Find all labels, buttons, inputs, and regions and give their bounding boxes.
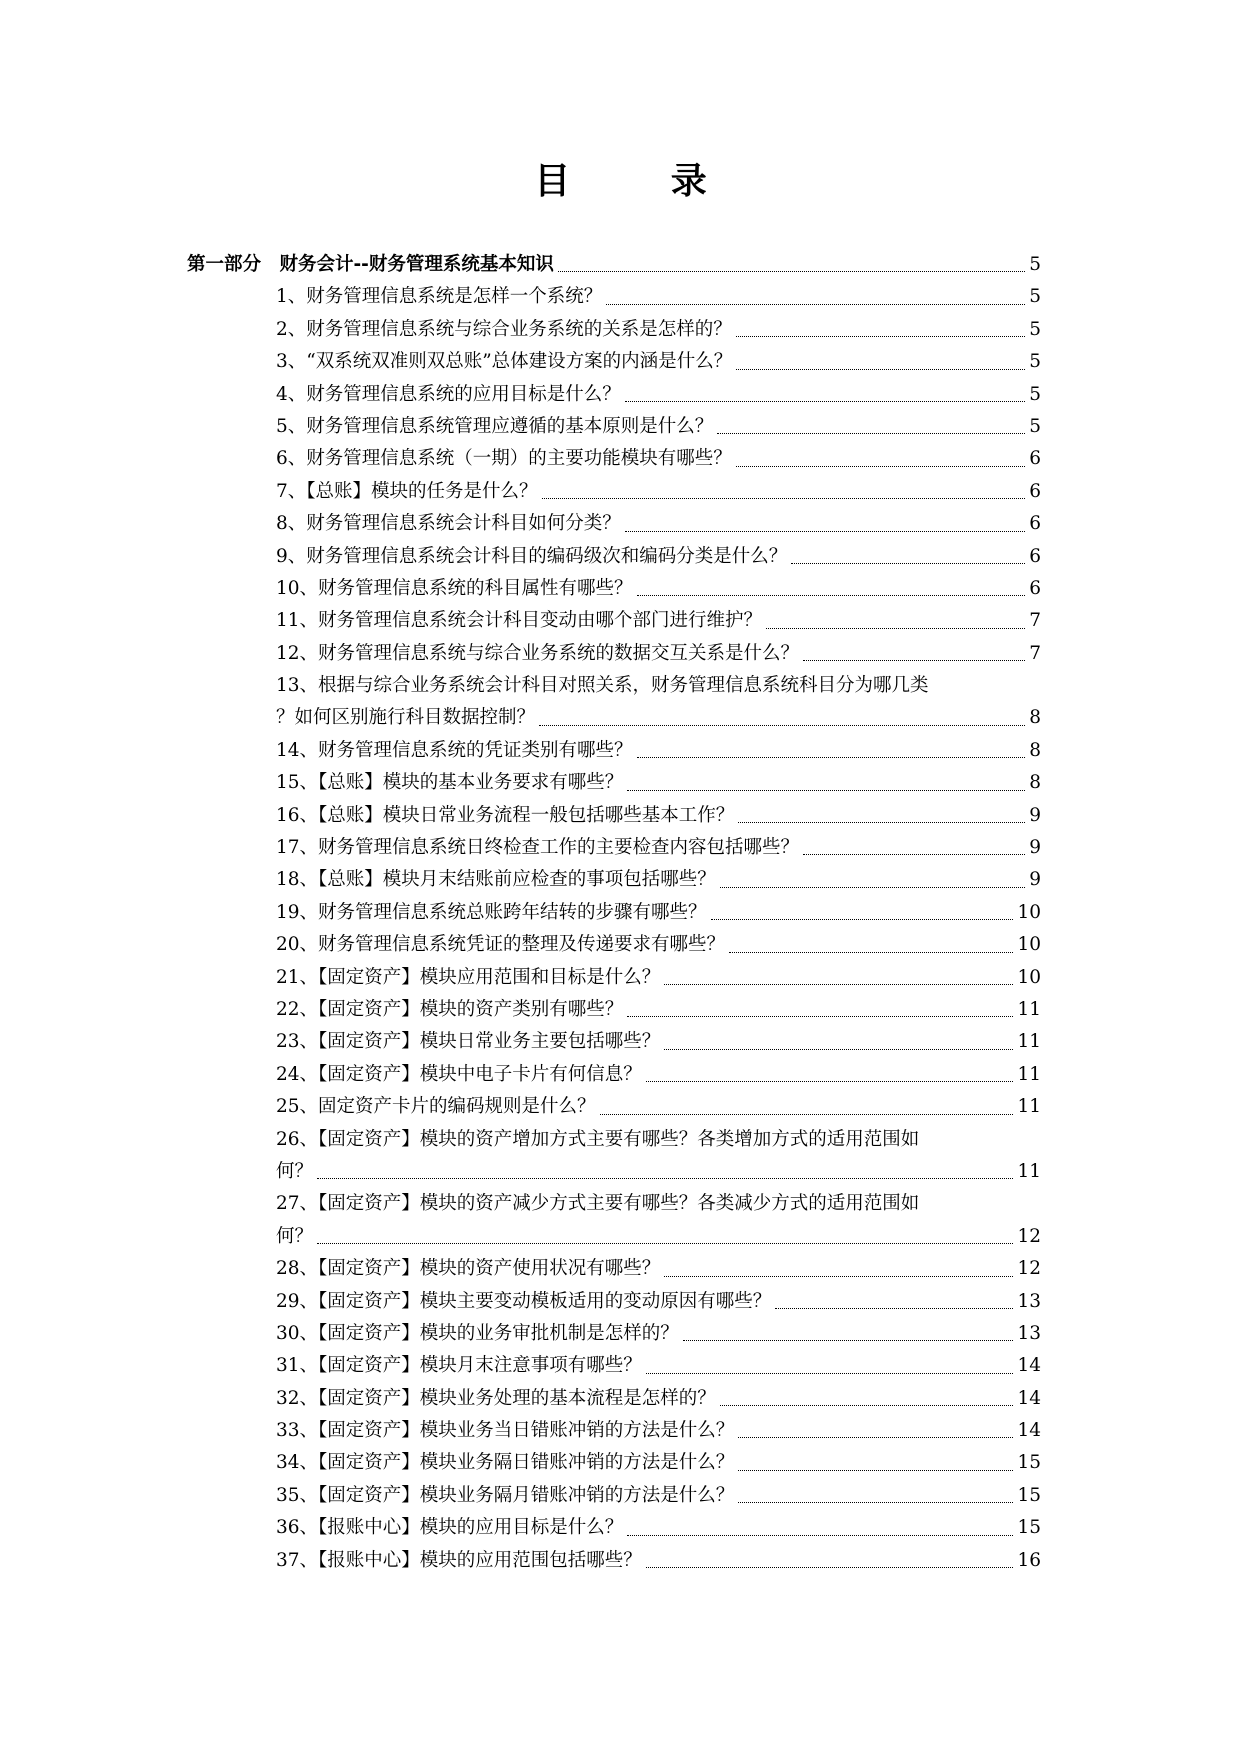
- toc-page-number: 9: [1029, 804, 1041, 826]
- toc-part-text: 第一部分 财务会计--财务管理系统基本知识: [187, 254, 554, 275]
- toc-entry-text: 7、【总账】模块的任务是什么？: [276, 480, 538, 502]
- dot-leader: [736, 369, 1025, 370]
- dot-leader: [738, 1437, 1013, 1438]
- toc-entry-text: 14、财务管理信息系统的凭证类别有哪些？: [276, 739, 633, 761]
- toc-entry-text: 35、【固定资产】模块业务隔月错账冲销的方法是什么？: [276, 1484, 735, 1506]
- toc-entry-first-line[interactable]: [0, 1124, 1241, 1156]
- dot-leader: [736, 336, 1025, 337]
- toc-entry[interactable]: [0, 767, 1241, 799]
- toc-entry-text: 24、【固定资产】模块中电子卡片有何信息？: [276, 1063, 642, 1085]
- dot-leader: [717, 433, 1025, 434]
- toc-entry[interactable]: [0, 1447, 1241, 1479]
- toc-entry-text: 28、【固定资产】模块的资产使用状况有哪些？: [276, 1258, 661, 1280]
- toc-entry-text: 8、财务管理信息系统会计科目如何分类？: [276, 513, 621, 535]
- toc-page-number: 16: [1017, 1549, 1041, 1571]
- dot-leader: [720, 1405, 1014, 1406]
- toc-entry[interactable]: [0, 929, 1241, 961]
- toc-entry[interactable]: [0, 1286, 1241, 1318]
- dot-leader: [683, 1340, 1014, 1341]
- toc-page-number: 6: [1029, 513, 1041, 535]
- dot-leader: [606, 304, 1025, 305]
- dot-leader: [803, 660, 1025, 661]
- toc-entry-text: 13、根据与综合业务系统会计科目对照关系，财务管理信息系统科目分为哪几类: [276, 675, 929, 697]
- toc-page-number: 5: [1029, 318, 1041, 340]
- toc-page-number: 13: [1017, 1290, 1041, 1312]
- toc-entry[interactable]: [0, 1545, 1241, 1577]
- toc-page-number: 5: [1029, 383, 1041, 405]
- toc-page-number: 11: [1017, 1063, 1041, 1085]
- dot-leader: [317, 1243, 1013, 1244]
- toc-entry-text: 12、财务管理信息系统与综合业务系统的数据交互关系是什么？: [276, 642, 800, 664]
- toc-page-number: 10: [1017, 934, 1041, 956]
- toc-entry[interactable]: [0, 314, 1241, 346]
- dot-leader: [729, 952, 1013, 953]
- toc-entry-text: 3、“双系统双准则双总账”总体建设方案的内涵是什么？: [276, 351, 733, 373]
- toc-page-number: 8: [1029, 739, 1041, 761]
- dot-leader: [625, 531, 1025, 532]
- dot-leader: [738, 1470, 1013, 1471]
- toc-page-number: 13: [1017, 1322, 1041, 1344]
- toc-page-number: 14: [1017, 1387, 1041, 1409]
- toc-entry[interactable]: [0, 897, 1241, 929]
- toc-entry-text: 30、【固定资产】模块的业务审批机制是怎样的？: [276, 1322, 679, 1344]
- toc-entry-text: 20、财务管理信息系统凭证的整理及传递要求有哪些？: [276, 934, 726, 956]
- toc-entry[interactable]: [0, 702, 1241, 734]
- toc-entry-text: 23、【固定资产】模块日常业务主要包括哪些？: [276, 1031, 661, 1053]
- toc-entry[interactable]: [0, 605, 1241, 637]
- toc-entry-text: 10、财务管理信息系统的科目属性有哪些？: [276, 577, 633, 599]
- dot-leader: [646, 1081, 1014, 1082]
- toc-entry[interactable]: [0, 832, 1241, 864]
- toc-entry-text: 4、财务管理信息系统的应用目标是什么？: [276, 383, 621, 405]
- toc-entry-text: 27、【固定资产】模块的资产减少方式主要有哪些？各类减少方式的适用范围如: [276, 1193, 920, 1215]
- toc-entry[interactable]: [0, 1221, 1241, 1253]
- toc-page-number: 11: [1017, 1031, 1041, 1053]
- dot-leader: [627, 790, 1025, 791]
- toc-page-number: 8: [1029, 707, 1041, 729]
- toc-entry-text: 37、【报账中心】模块的应用范围包括哪些？: [276, 1549, 642, 1571]
- dot-leader: [627, 1535, 1013, 1536]
- toc-entry-text: 18、【总账】模块月末结账前应检查的事项包括哪些？: [276, 869, 716, 891]
- dot-leader: [664, 984, 1013, 985]
- toc-entry-text: 9、财务管理信息系统会计科目的编码级次和编码分类是什么？: [276, 545, 788, 567]
- toc-part-entry[interactable]: [0, 249, 1241, 281]
- toc-page-number: 6: [1029, 577, 1041, 599]
- toc-page-number: 15: [1017, 1452, 1041, 1474]
- toc-page-number: 10: [1017, 901, 1041, 923]
- toc-entry[interactable]: [0, 411, 1241, 443]
- toc-page-number: 14: [1017, 1355, 1041, 1377]
- toc-page-number: 12: [1017, 1225, 1041, 1247]
- dot-leader: [600, 1114, 1014, 1115]
- dot-leader: [803, 854, 1025, 855]
- toc-entry[interactable]: [0, 735, 1241, 767]
- dot-leader: [736, 466, 1025, 467]
- toc-entry-text: 31、【固定资产】模块月末注意事项有哪些？: [276, 1355, 642, 1377]
- toc-entry[interactable]: [0, 638, 1241, 670]
- dot-leader: [766, 628, 1025, 629]
- dot-leader: [664, 1049, 1013, 1050]
- toc-entry[interactable]: [0, 1318, 1241, 1350]
- toc-page-number: 9: [1029, 837, 1041, 859]
- toc-page-number: 15: [1017, 1484, 1041, 1506]
- toc-entry[interactable]: [0, 800, 1241, 832]
- toc-entry[interactable]: [0, 962, 1241, 994]
- toc-entry-text: 21、【固定资产】模块应用范围和目标是什么？: [276, 966, 661, 988]
- dot-leader: [711, 919, 1014, 920]
- toc-page-number: 6: [1029, 480, 1041, 502]
- dot-leader: [542, 498, 1026, 499]
- toc-entry-text: 6、财务管理信息系统（一期）的主要功能模块有哪些？: [276, 448, 732, 470]
- dot-leader: [646, 1567, 1014, 1568]
- toc-entry-text: ？如何区别施行科目数据控制？: [276, 707, 536, 729]
- dot-leader: [637, 595, 1026, 596]
- toc-entry-text: 17、财务管理信息系统日终检查工作的主要检查内容包括哪些？: [276, 837, 800, 859]
- toc-entry[interactable]: [0, 1156, 1241, 1188]
- toc-entry[interactable]: [0, 1415, 1241, 1447]
- toc-page-number: 5: [1029, 415, 1041, 437]
- toc-entry[interactable]: [0, 573, 1241, 605]
- toc-page-number: 11: [1017, 998, 1041, 1020]
- toc-entry-text: 36、【报账中心】模块的应用目标是什么？: [276, 1517, 624, 1539]
- dot-leader: [738, 822, 1025, 823]
- toc-entry-text: 2、财务管理信息系统与综合业务系统的关系是怎样的？: [276, 318, 732, 340]
- toc-entry[interactable]: [0, 281, 1241, 313]
- toc-entry[interactable]: [0, 1026, 1241, 1058]
- toc-entry[interactable]: [0, 1480, 1241, 1512]
- toc-entry-text: 26、【固定资产】模块的资产增加方式主要有哪些？各类增加方式的适用范围如: [276, 1128, 920, 1150]
- toc-page-number: 7: [1029, 610, 1041, 632]
- toc-entry-first-line[interactable]: [0, 670, 1241, 702]
- toc-title: 目 录: [534, 161, 751, 202]
- dot-leader: [317, 1178, 1013, 1179]
- toc-entry-text: 1、财务管理信息系统是怎样一个系统？: [276, 286, 603, 308]
- dot-leader: [637, 757, 1026, 758]
- toc-page-number: 10: [1017, 966, 1041, 988]
- toc-entry-text: 5、财务管理信息系统管理应遵循的基本原则是什么？: [276, 415, 714, 437]
- toc-page-number: 8: [1029, 772, 1041, 794]
- toc-entry-text: 33、【固定资产】模块业务当日错账冲销的方法是什么？: [276, 1420, 735, 1442]
- toc-page-number: 5: [1029, 254, 1041, 275]
- toc-entry-text: 11、财务管理信息系统会计科目变动由哪个部门进行维护？: [276, 610, 763, 632]
- toc-list: [0, 249, 1241, 1577]
- toc-entry-text: 15、【总账】模块的基本业务要求有哪些？: [276, 772, 624, 794]
- dot-leader: [646, 1373, 1014, 1374]
- toc-entry[interactable]: [0, 1383, 1241, 1415]
- toc-entry-text: 32、【固定资产】模块业务处理的基本流程是怎样的？: [276, 1387, 716, 1409]
- dot-leader: [539, 725, 1025, 726]
- toc-page-number: 14: [1017, 1420, 1041, 1442]
- toc-entry-text: 何？: [276, 1160, 314, 1182]
- toc-page-number: 11: [1017, 1096, 1041, 1118]
- toc-entry[interactable]: [0, 1253, 1241, 1285]
- toc-entry[interactable]: [0, 1512, 1241, 1544]
- toc-entry-text: 22、【固定资产】模块的资产类别有哪些？: [276, 998, 624, 1020]
- toc-entry-text: 34、【固定资产】模块业务隔日错账冲销的方法是什么？: [276, 1452, 735, 1474]
- toc-entry-text: 16、【总账】模块日常业务流程一般包括哪些基本工作？: [276, 804, 735, 826]
- toc-entry[interactable]: [0, 1091, 1241, 1123]
- toc-entry-text: 19、财务管理信息系统总账跨年结转的步骤有哪些？: [276, 901, 707, 923]
- toc-entry[interactable]: [0, 379, 1241, 411]
- toc-entry[interactable]: [0, 346, 1241, 378]
- toc-entry[interactable]: [0, 476, 1241, 508]
- toc-entry[interactable]: [0, 508, 1241, 540]
- toc-page-number: 6: [1029, 545, 1041, 567]
- toc-page-number: 15: [1017, 1517, 1041, 1539]
- toc-entry-text: 何？: [276, 1225, 314, 1247]
- toc-page-number: 12: [1017, 1258, 1041, 1280]
- dot-leader: [625, 401, 1025, 402]
- toc-entry-text: 29、【固定资产】模块主要变动模板适用的变动原因有哪些？: [276, 1290, 772, 1312]
- dot-leader: [775, 1308, 1013, 1309]
- dot-leader: [738, 1502, 1013, 1503]
- dot-leader: [664, 1276, 1013, 1277]
- dot-leader: [627, 1016, 1013, 1017]
- toc-entry-first-line[interactable]: [0, 1188, 1241, 1220]
- toc-page-number: 7: [1029, 642, 1041, 664]
- toc-page-number: 11: [1017, 1160, 1041, 1182]
- toc-entry[interactable]: [0, 1059, 1241, 1091]
- toc-entry[interactable]: [0, 994, 1241, 1026]
- toc-entry[interactable]: [0, 864, 1241, 896]
- dot-leader: [791, 563, 1025, 564]
- dot-leader: [558, 271, 1025, 272]
- toc-entry-text: 25、固定资产卡片的编码规则是什么？: [276, 1096, 596, 1118]
- toc-entry[interactable]: [0, 1350, 1241, 1382]
- toc-page-number: 5: [1029, 351, 1041, 373]
- toc-entry[interactable]: [0, 541, 1241, 573]
- toc-page-number: 9: [1029, 869, 1041, 891]
- toc-page-number: 6: [1029, 448, 1041, 470]
- toc-page-number: 5: [1029, 286, 1041, 308]
- toc-entry[interactable]: [0, 443, 1241, 475]
- dot-leader: [720, 887, 1025, 888]
